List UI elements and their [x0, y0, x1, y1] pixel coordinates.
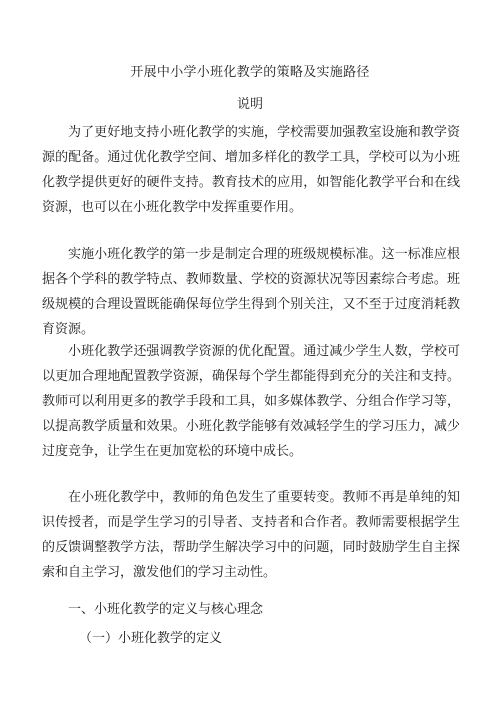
paragraph-teacher-role: 在小班化教学中，教师的角色发生了重要转变。教师不再是单纯的知识传授者，而是学生学习的引导者、支持者和合作者。教师需要根据学生的反馈调整教学方法，帮助学生解决学习中的问题，同时鼓励学生自主探索和自主学习，激发他们的学习主动性。: [42, 490, 460, 580]
paragraph-facilities: 为了更好地支持小班化教学的实施，学校需要加强教室设施和教学资源的配备。通过优化教学空间、增加多样化的教学工具，学校可以为小班化教学提供更好的硬件支持。教育技术的应用，如智能化教学平台和在线资源，也可以在小班化教学中发挥重要作用。: [42, 125, 460, 215]
section-heading: 一、小班化教学的定义与核心理念: [68, 602, 264, 617]
paragraph-resources: 小班化教学还强调教学资源的优化配置。通过减少学生人数，学校可以更加合理地配置教学资源，确保每个学生都能得到充分的关注和支持。教师可以利用更多的教学手段和工具，如多媒体教学、分组合作学习等，以提高教学质量和效果。小班化教学能够有效减轻学生的学习压力，减少过度竞争，让学生在更加宽松的环境中成长。: [42, 344, 460, 459]
paragraph-class-size: 实施小班化教学的第一步是制定合理的班级规模标准。这一标准应根据各个学科的教学特点、教师数量、学校的资源状况等因素综合考虑。班级规模的合理设置既能确保每位学生得到个别关注，又不至于过度消耗教育资源。: [42, 247, 460, 337]
subsection-heading: （一）小班化教学的定义: [79, 631, 223, 646]
document-title: 开展中小学小班化教学的策略及实施路径: [130, 65, 370, 80]
document-subtitle: 说明: [236, 97, 263, 112]
